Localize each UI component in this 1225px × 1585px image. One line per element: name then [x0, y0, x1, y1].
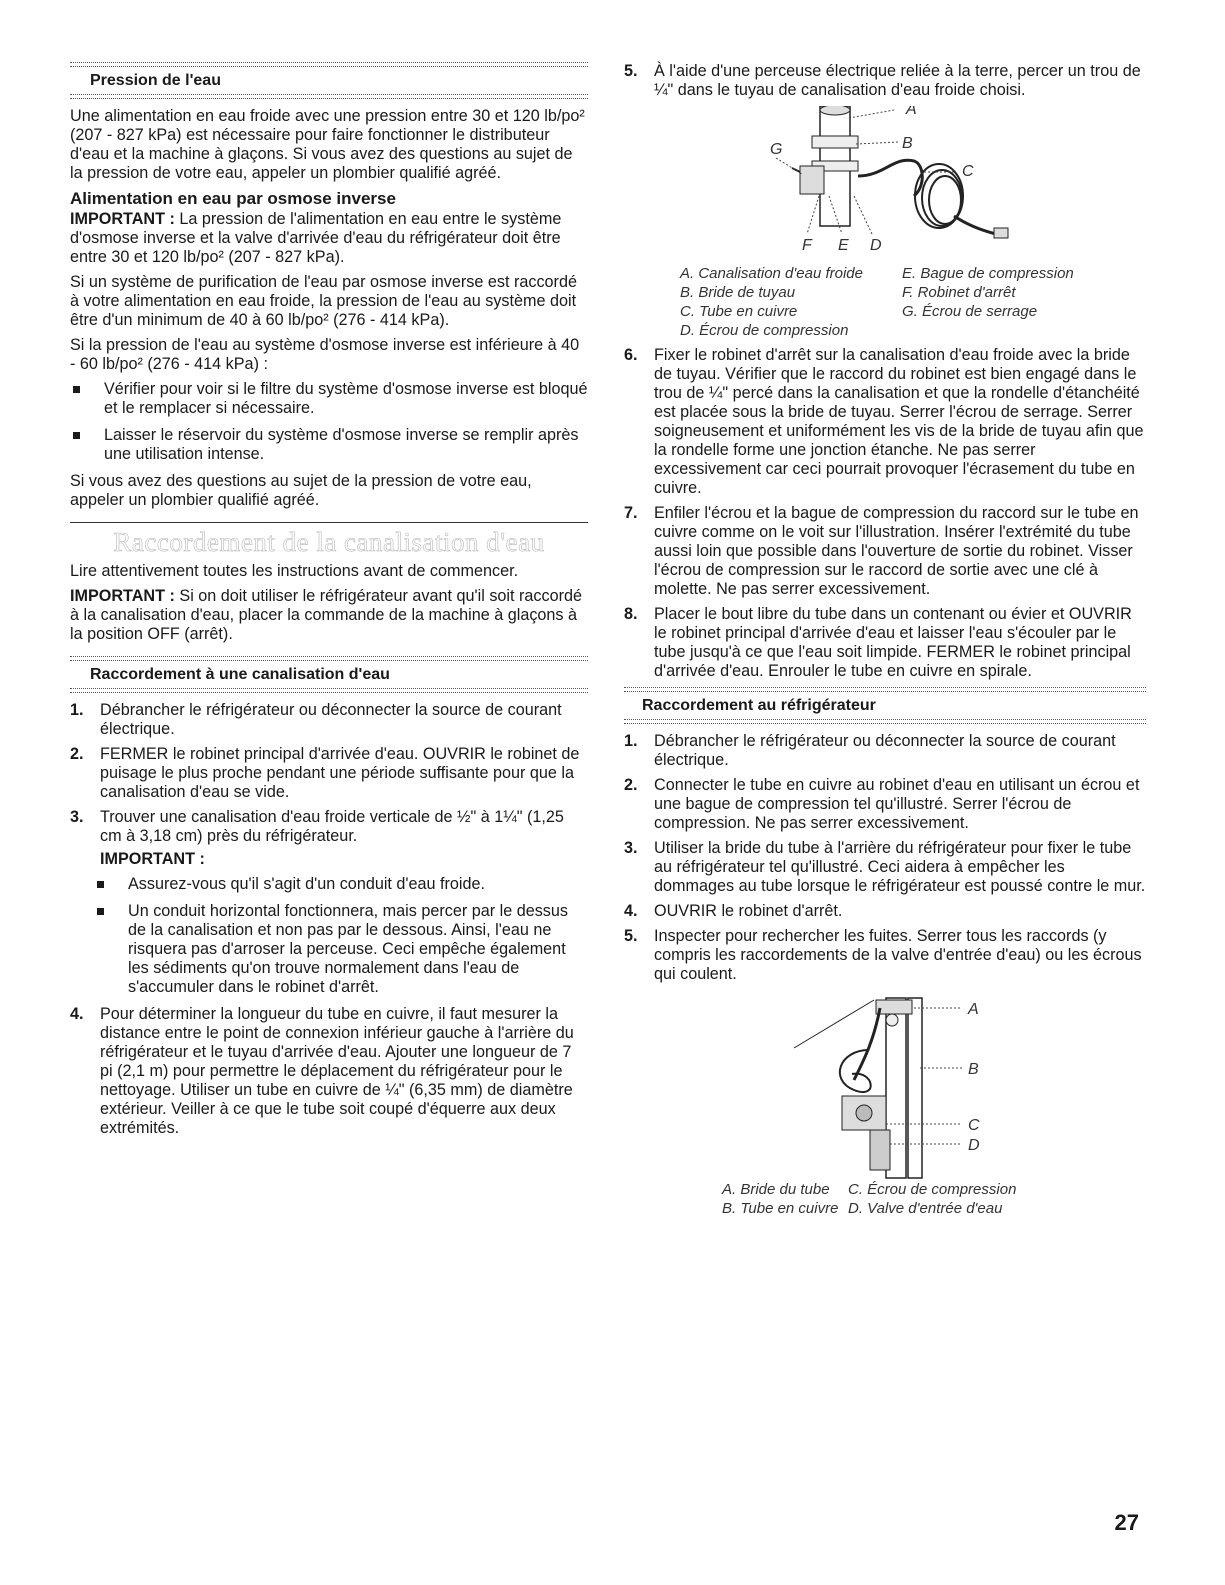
caption: [902, 321, 1122, 340]
shutoff-valve-illustration: [624, 106, 1146, 264]
ro-bullet-list: [70, 380, 588, 464]
important-text: Si on doit utiliser le réfrigérateur avant qu'il soit raccordé à la canalisation d'eau, placer la commande de la machine à glaçons à la position OFF (arrêt).: [70, 587, 582, 643]
step-item: 5. Inspecter pour rechercher les fuites. Serrer tous les raccords (y compris les raccordements de la valve d'entrée d'eau) ou les écrous qui coulent.: [624, 927, 1142, 983]
fridge-valve-illustration: [624, 990, 1146, 1180]
step-important-label: IMPORTANT :: [100, 850, 205, 868]
label-F: F: [802, 237, 812, 254]
step-item: 1. Débrancher le réfrigérateur ou déconnecter la source de courant électrique.: [70, 701, 562, 738]
water-line-steps-right: [624, 62, 1146, 100]
step-item: 2. FERMER le robinet principal d'arrivée d'eau. OUVRIR le robinet de puisage le plus proche pendant une période suffisante pour que la canalisation d'eau se vide.: [70, 745, 580, 801]
step-item: 3. Utiliser la bride du tube à l'arrière du réfrigérateur pour fixer le tube au réfrigérateur tel qu'illustré. Ceci aidera à empêcher les dommages au tube lorsque le réfrigérateur est poussé contre le mur.: [624, 839, 1146, 895]
label-A: A: [906, 106, 917, 118]
step-item: 6. Fixer le robinet d'arrêt sur la canalisation d'eau froide avec la bride de tuyau. Vérifier que le raccord du robinet est bien engagé dans le trou de ¼" percé dans la canalisation et que la rondelle d'étanchéité est placée sous la bride de tuyau. Serrer l'écrou de serrage. Serrer soigneusement et uniformément les vis de la bride de tuyau afin que la rondelle forme une jonction étanche. Ne pas serrer excessivement car ceci pourrait provoquer l'écrasement du tube en cuivre.: [624, 346, 1144, 497]
important-label: IMPORTANT :: [70, 587, 175, 605]
label-C: C: [962, 163, 974, 180]
step-item: 4. OUVRIR le robinet d'arrêt.: [624, 902, 843, 920]
step-item: 5. À l'aide d'une perceuse électrique reliée à la terre, percer un trou de ¼" dans le tuyau de canalisation d'eau froide choisi.: [624, 62, 1141, 99]
section-heading-water-line: Raccordement à une canalisation d'eau: [90, 666, 390, 683]
figure2-captions: [624, 1180, 1146, 1218]
label-C: C: [968, 1117, 980, 1134]
label-A: A: [968, 1001, 979, 1018]
label-B: B: [902, 135, 913, 152]
caption: B. Tube en cuivre: [722, 1200, 839, 1217]
caption: B. Bride de tuyau: [680, 284, 796, 301]
step-item: 2. Connecter le tube en cuivre au robinet d'eau en utilisant un écrou et une bague de compression tel qu'illustré. Serrer l'écrou de compression. Ne pas serrer excessivement.: [624, 776, 1140, 832]
caption: F. Robinet d'arrêt: [902, 284, 1016, 301]
step-item: 7. Enfiler l'écrou et la bague de compression du raccord sur le tube en cuivre comme on le voit sur l'illustration. Insérer l'extrémité du tube aussi loin que possible dans l'ouverture de sortie du robinet. Visser l'écrou de compression sur le raccord de sortie avec une clé à molette. Ne pas serrer excessivement.: [624, 504, 1139, 598]
paragraph-connect-important: [70, 587, 588, 644]
label-E: E: [838, 237, 849, 254]
step-item: 4. Pour déterminer la longueur du tube en cuivre, il faut mesurer la distance entre le point de connexion inférieur gauche à l'arrière du réfrigérateur et le tuyau d'arrivée d'eau. Ajouter une longueur de 7 pi (2,1 m) pour permettre le déplacement du réfrigérateur pour le nettoyage. Utiliser un tube en cuivre de ¼" (6,35 mm) de diamètre extérieur. Veiller à ce que le tube soit coupé d'équerre aux deux extrémités.: [70, 1005, 574, 1137]
section-heading-fridge-connection: Raccordement au réfrigérateur: [642, 697, 876, 714]
list-item: Un conduit horizontal fonctionnera, mais percer par le dessus de la canalisation et non pas par le dessous. Ainsi, l'eau ne risquera pas d'arroser la perceuse. Ceci empêche également les sédiments qu'on trouve normalement dans l'eau de s'accumuler dans le robinet d'arrêt.: [94, 902, 588, 997]
left-column: [70, 62, 588, 1144]
caption: C. Tube en cuivre: [680, 303, 798, 320]
paragraph-ro-3: Si la pression de l'eau au système d'osmose inverse est inférieure à 40 - 60 lb/po² (276 - 414 kPa) :: [70, 336, 580, 373]
caption: E. Bague de compression: [902, 265, 1074, 282]
list-item: Laisser le réservoir du système d'osmose inverse se remplir après une utilisation intense.: [70, 426, 588, 464]
section-title-water-connection: Raccordement de la canalisation d'eau: [113, 527, 545, 557]
dotted-rule: [70, 94, 588, 99]
list-item: Assurez-vous qu'il s'agit d'un conduit d'eau froide.: [94, 875, 588, 894]
caption: D. Écrou de compression: [680, 322, 849, 339]
dotted-rule: [70, 688, 588, 693]
label-G: G: [770, 141, 783, 158]
water-line-steps-cont: [70, 1005, 588, 1138]
paragraph-ro-4: Si vous avez des questions au sujet de la pression de votre eau, appeler un plombier qualifié agréé.: [70, 472, 532, 509]
water-line-steps: [70, 701, 588, 869]
step-item: 3. Trouver une canalisation d'eau froide verticale de ½" à 1¼" (1,25 cm à 3,18 cm) près du réfrigérateur. IMPORTANT :: [70, 808, 588, 869]
step-item: 1. Débrancher le réfrigérateur ou déconnecter la source de courant électrique.: [624, 732, 1116, 769]
caption: A. Bride du tube: [722, 1181, 830, 1198]
paragraph-water-pressure: Une alimentation en eau froide avec une pression entre 30 et 120 lb/po² (207 - 827 kPa) est nécessaire pour faire fonctionner le distributeur d'eau et la machine à glaçons. Si vous avez des questions au sujet de la pression de votre eau, appeler un plombier qualifié agréé.: [70, 107, 585, 182]
figure1-captions: [624, 264, 1146, 340]
caption: G. Écrou de serrage: [902, 303, 1038, 320]
label-B: B: [968, 1061, 979, 1078]
label-D: D: [870, 237, 882, 254]
paragraph-ro-important: [70, 210, 588, 267]
right-column: [624, 62, 1146, 1218]
fridge-steps: [624, 732, 1146, 984]
caption: D. Valve d'entrée d'eau: [848, 1200, 1003, 1217]
list-item: Vérifier pour voir si le filtre du système d'osmose inverse est bloqué et le remplacer si nécessaire.: [70, 380, 588, 418]
caption: C. Écrou de compression: [848, 1181, 1017, 1198]
page-number: 27: [1114, 1510, 1139, 1535]
paragraph-intro: Lire attentivement toutes les instructions avant de commencer.: [70, 562, 519, 580]
step-item: 8. Placer le bout libre du tube dans un contenant ou évier et OUVRIR le robinet principal d'arrivée d'eau et laisser l'eau s'écouler par le tube jusqu'à ce que l'eau soit limpide. FERMER le robinet principal d'arrivée d'eau. Enrouler le tube en cuivre en spirale.: [624, 605, 1132, 680]
step3-bullet-list: [94, 875, 588, 997]
subheading-reverse-osmosis: Alimentation en eau par osmose inverse: [70, 189, 396, 208]
figure-fridge-valve: [624, 990, 1146, 1180]
label-D: D: [968, 1137, 980, 1154]
dotted-rule: [624, 719, 1146, 724]
important-text: La pression de l'alimentation en eau entre le système d'osmose inverse et la valve d'arrivée d'eau du réfrigérateur doit être entre 30 et 120 lb/po² (207 - 827 kPa).: [70, 210, 562, 266]
important-label: IMPORTANT :: [70, 210, 175, 228]
paragraph-ro-2: Si un système de purification de l'eau par osmose inverse est raccordé à votre alimentation en eau froide, la pression de l'eau au système doit être d'un minimum de 40 à 60 lb/po² (276 - 414 kPa).: [70, 273, 577, 329]
section-heading-water-pressure: Pression de l'eau: [90, 72, 221, 89]
water-line-steps-right-2: [624, 346, 1146, 681]
figure-shutoff-valve: [624, 106, 1146, 264]
caption: A. Canalisation d'eau froide: [680, 265, 863, 282]
